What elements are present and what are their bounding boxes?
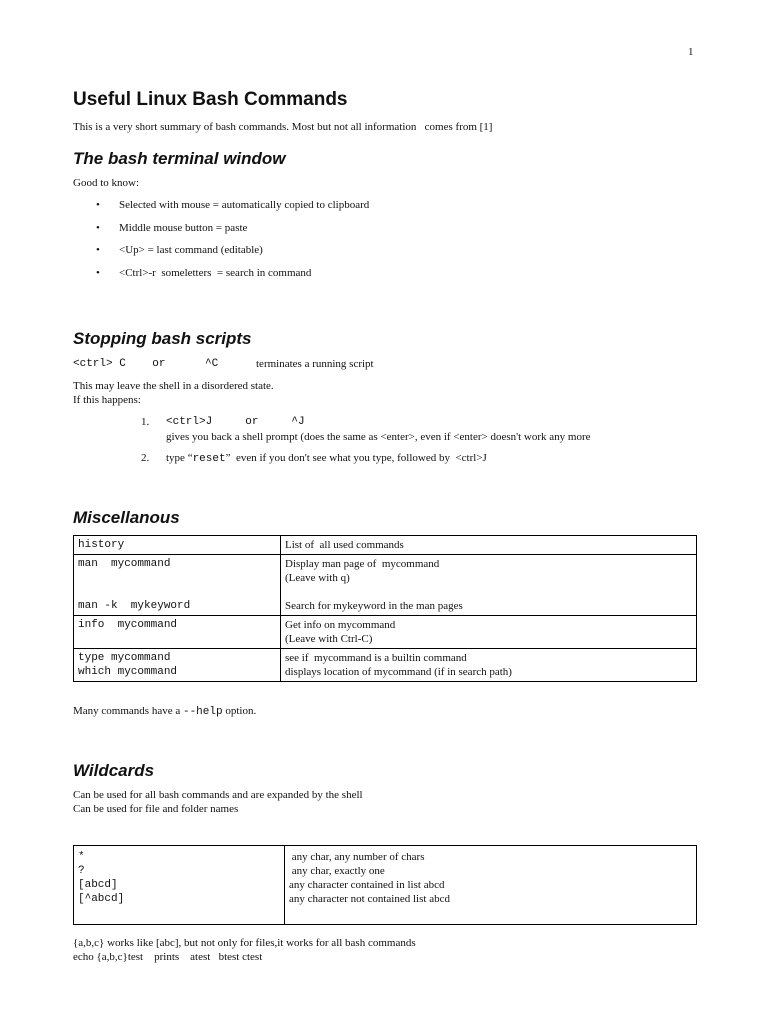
ctrl-c-description: terminates a running script bbox=[256, 358, 374, 370]
terminal-bullet: <Ctrl>-r someletters = search in command bbox=[119, 267, 312, 279]
terminal-bullet: <Up> = last command (editable) bbox=[119, 244, 263, 256]
bullet-icon: • bbox=[96, 244, 100, 256]
section-heading-wildcards: Wildcards bbox=[73, 761, 155, 780]
wildcards-table bbox=[73, 845, 697, 925]
help-option: --help bbox=[182, 706, 223, 718]
step-number: 2. bbox=[141, 452, 150, 464]
terminal-bullet: Selected with mouse = automatically copied to clipboard bbox=[119, 199, 370, 211]
step-number: 1. bbox=[141, 416, 150, 428]
pattern-cell: * ? [abcd] [^abcd] bbox=[74, 846, 285, 925]
step-description: gives you back a shell prompt (does the same as <enter>, even if <enter> doesn't work any more bbox=[166, 431, 591, 443]
section-heading-misc: Miscellanous bbox=[73, 508, 180, 527]
wildcards-text: Can be used for all bash commands and are expanded by the shell bbox=[73, 789, 363, 801]
section-heading-stopping: Stopping bash scripts bbox=[73, 329, 252, 348]
table-row bbox=[74, 649, 697, 682]
meaning-cell: any char, any number of chars any char, exactly one any character contained in list abcd any character not contained list abcd bbox=[285, 846, 697, 925]
command-cell: info mycommand bbox=[74, 616, 281, 649]
table-row bbox=[74, 555, 697, 616]
note-text: This may leave the shell in a disordered state. bbox=[73, 380, 274, 392]
terminal-lead: Good to know: bbox=[73, 177, 139, 189]
intro-text: This is a very short summary of bash commands. Most but not all information comes from [1] bbox=[73, 121, 493, 133]
command-cell: history bbox=[74, 536, 281, 555]
step-command: <ctrl>J or ^J bbox=[166, 416, 305, 428]
brace-expansion-example: echo {a,b,c}test prints atest btest ctest bbox=[73, 951, 263, 963]
table-row bbox=[74, 846, 697, 925]
bullet-icon: • bbox=[96, 222, 100, 234]
page-number: 1 bbox=[688, 46, 694, 58]
bullet-icon: • bbox=[96, 267, 100, 279]
help-note: Many commands have a --help option. bbox=[73, 705, 257, 718]
command-cell: type mycommand which mycommand bbox=[74, 649, 281, 682]
table-row bbox=[74, 616, 697, 649]
misc-table bbox=[73, 535, 697, 682]
step-description: type “reset” even if you don't see what you type, followed by <ctrl>J bbox=[166, 452, 487, 465]
description-cell: List of all used commands bbox=[281, 536, 697, 555]
wildcards-text: Can be used for file and folder names bbox=[73, 803, 239, 815]
table-row bbox=[74, 536, 697, 555]
section-heading-terminal: The bash terminal window bbox=[73, 149, 286, 168]
terminal-bullet: Middle mouse button = paste bbox=[119, 222, 248, 234]
ctrl-c-command: <ctrl> C or ^C bbox=[73, 358, 219, 370]
reset-command: reset bbox=[192, 453, 226, 465]
note-text: If this happens: bbox=[73, 394, 141, 406]
bullet-icon: • bbox=[96, 199, 100, 211]
description-cell: see if mycommand is a builtin command displays location of mycommand (if in search path) bbox=[281, 649, 697, 682]
command-cell: man mycommand man -k mykeyword bbox=[74, 555, 281, 616]
document-title: Useful Linux Bash Commands bbox=[73, 89, 348, 110]
brace-expansion-text: {a,b,c} works like [abc], but not only for files,it works for all bash commands bbox=[73, 937, 416, 949]
description-cell: Display man page of mycommand (Leave with q) Search for mykeyword in the man pages bbox=[281, 555, 697, 616]
description-cell: Get info on mycommand (Leave with Ctrl-C) bbox=[281, 616, 697, 649]
